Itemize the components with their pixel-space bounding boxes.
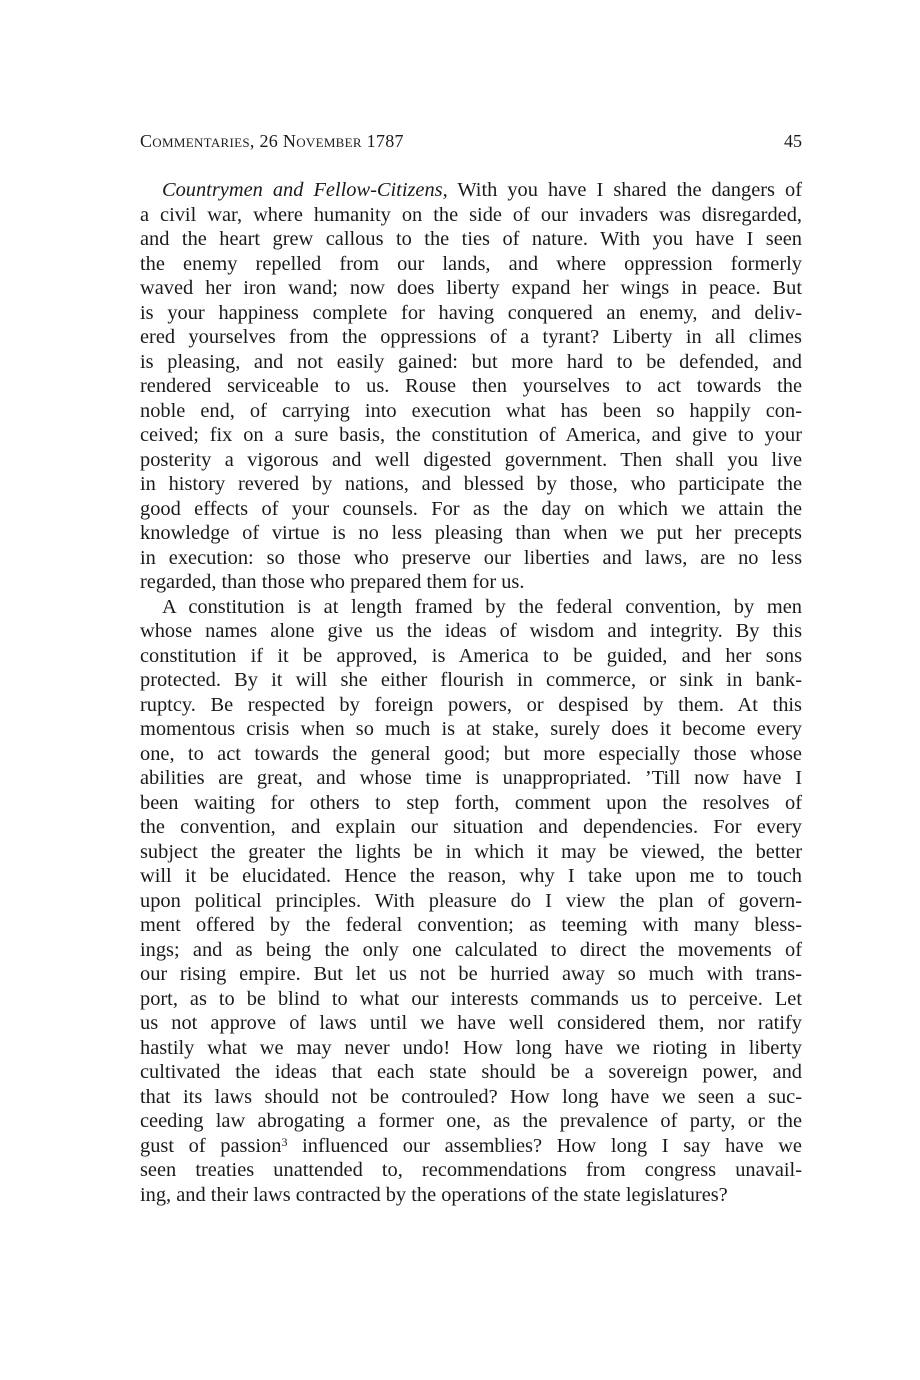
paragraph-1-line: waved her iron wand; now does liberty expand her wings in peace. But <box>140 277 802 299</box>
body-text <box>140 178 802 1207</box>
paragraph-2-line: upon political principles. With pleasure do I view the plan of govern- <box>140 889 802 912</box>
paragraph-2-line: whose names alone give us the ideas of wisdom and integrity. By this <box>140 620 802 642</box>
paragraph-2-line: cultivated the ideas that each state should be a sovereign power, and <box>140 1061 802 1083</box>
paragraph-2-line: will it be elucidated. Hence the reason, why I take upon me to touch <box>140 865 802 887</box>
paragraph-2-line: our rising empire. But let us not be hurried away so much with trans- <box>140 963 802 985</box>
paragraph-2-line: ment offered by the federal convention; as teeming with many bless- <box>140 914 802 936</box>
paragraph-2-line: ceeding law abrogating a former one, as the prevalence of party, or the <box>140 1110 802 1132</box>
paragraph-1-line: good effects of your counsels. For as the day on which we attain the <box>140 497 802 520</box>
paragraph-2-line: port, as to be blind to what our interests commands us to perceive. Let <box>140 987 802 1010</box>
paragraph-2-line: abilities are great, and whose time is unappropriated. ’Till now have I <box>140 767 802 789</box>
paragraph-1-line: in history revered by nations, and blessed by those, who participate the <box>140 473 802 495</box>
paragraph-1-line <box>140 178 802 203</box>
paragraph-2-line: us not approve of laws until we have well considered them, nor ratify <box>140 1012 802 1034</box>
paragraph-2-line: that its laws should not be controuled? How long have we seen a suc- <box>140 1085 802 1108</box>
paragraph-1-line: ered yourselves from the oppressions of a tyrant? Liberty in all climes <box>140 326 802 348</box>
line-text: With you have I shared the dangers of <box>447 179 802 201</box>
paragraph-1-line: regarded, than those who prepared them for us. <box>140 571 525 593</box>
running-head <box>140 131 802 152</box>
paragraph-1-line: knowledge of virtue is no less pleasing than when we put her precepts <box>140 522 802 544</box>
paragraph-2-line: A constitution is at length framed by the federal convention, by men <box>162 595 802 618</box>
paragraph-1-line: a civil war, where humanity on the side of our invaders was disregarded, <box>140 203 802 226</box>
paragraph-1-line: is your happiness complete for having conquered an enemy, and deliv- <box>140 301 802 324</box>
paragraph-1-line: rendered serviceable to us. Rouse then yourselves to act towards the <box>140 375 802 397</box>
paragraph-2-line: momentous crisis when so much is at stake, surely does it become every <box>140 718 802 740</box>
paragraph-2-line: constitution if it be approved, is America to be guided, and her sons <box>140 644 802 667</box>
page-number: 45 <box>784 131 802 151</box>
line-text: gust of passion <box>140 1134 282 1157</box>
paragraph-2-line: ings; and as being the only one calculated to direct the movements of <box>140 938 802 961</box>
paragraph-2-line: one, to act towards the general good; but more especially those whose <box>140 742 802 765</box>
paragraph-2-line: hastily what we may never undo! How long have we rioting in liberty <box>140 1036 802 1059</box>
paragraph-2-line <box>140 1134 802 1159</box>
paragraph-1-line: is pleasing, and not easily gained: but more hard to be defended, and <box>140 350 802 373</box>
paragraph-1-line: the enemy repelled from our lands, and where oppression formerly <box>140 252 802 275</box>
paragraph-2-line: ruptcy. Be respected by foreign powers, or despised by them. At this <box>140 693 802 716</box>
footnote-reference[interactable]: 3 <box>281 1134 288 1149</box>
paragraph-2-line: seen treaties unattended to, recommendations from congress unavail- <box>140 1159 802 1181</box>
line-text: influenced our assemblies? How long I say have we <box>287 1134 802 1157</box>
paragraph-1-line: posterity a vigorous and well digested government. Then shall you live <box>140 448 802 471</box>
salutation: Countrymen and Fellow-Citizens, <box>162 179 448 201</box>
paragraph-2-line: ing, and their laws contracted by the operations of the state legislatures? <box>140 1183 728 1206</box>
paragraph-1-line: noble end, of carrying into execution what has been so happily con- <box>140 399 802 422</box>
paragraph-2-line: been waiting for others to step forth, comment upon the resolves of <box>140 791 802 814</box>
paragraph-2-line: the convention, and explain our situation and dependencies. For every <box>140 816 802 838</box>
running-head-title: Commentaries, 26 November 1787 <box>140 131 404 151</box>
paragraph-1-line: and the heart grew callous to the ties of nature. With you have I seen <box>140 228 802 250</box>
paragraph-2-line: protected. By it will she either flourish in commerce, or sink in bank- <box>140 669 802 691</box>
paragraph-1-line: ceived; fix on a sure basis, the constitution of America, and give to your <box>140 424 802 446</box>
paragraph-1-line: in execution: so those who preserve our liberties and laws, are no less <box>140 546 802 569</box>
paragraph-2-line: subject the greater the lights be in which it may be viewed, the better <box>140 840 802 863</box>
